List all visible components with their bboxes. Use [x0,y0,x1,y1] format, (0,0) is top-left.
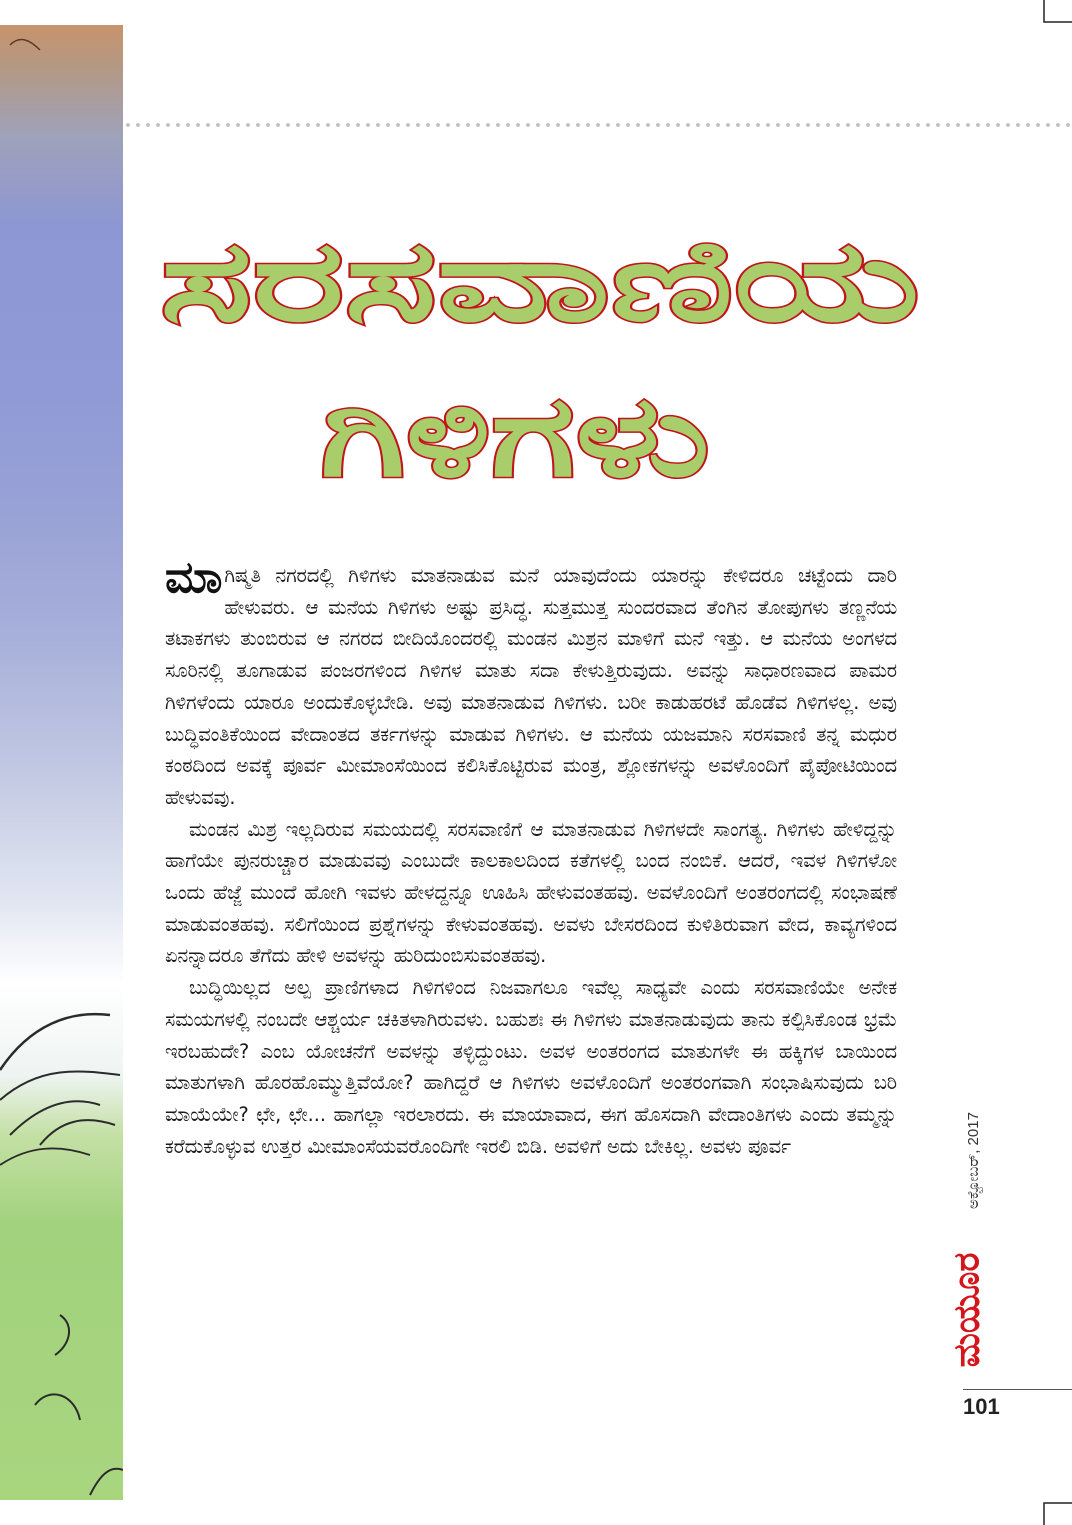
title-line-2: ಗಿಳಿಗಳು [320,372,710,500]
crop-mark-bottom [1040,1500,1072,1525]
paragraph-3: ಬುದ್ಧಿಯಿಲ್ಲದ ಅಲ್ಪ ಪ್ರಾಣಿಗಳಾದ ಗಿಳಿಗಳಿಂದ ನಿಜವಾಗಲೂ ಇವೆಲ್ಲ ಸಾಧ್ಯವೇ ಎಂದು ಸರಸವಾಣಿಯೇ ಅನೇಕ ಸಮಯಗಳಲ್ಲಿ ನಂಬದೇ ಆಶ್ಚರ್ಯ ಚಕಿತಳಾಗಿರುವಳು. ಬಹುಶಃ ಈ ಗಿಳಿಗಳು ಮಾತನಾಡುವುದು ತಾನು ಕಲ್ಪಿಸಿಕೊಂಡ ಭ್ರಮೆ ಇರಬಹುದೇ? ಎಂಬ ಯೋಚನೆಗೆ ಅವಳನ್ನು ತಳ್ಳಿದ್ದುಂಟು. ಅವಳ ಅಂತರಂಗದ ಮಾತುಗಳೇ ಈ ಹಕ್ಕಿಗಳ ಬಾಯಿಂದ ಮಾತುಗಳಾಗಿ ಹೊರಹೊಮ್ಮುತ್ತಿವೆಯೋ? ಹಾಗಿದ್ದರೆ ಆ ಗಿಳಿಗಳು ಅವಳೊಂದಿಗೆ ಅಂತರಂಗವಾಗಿ ಸಂಭಾಷಿಸುವುದು ಬರಿ ಮಾಯೆಯೇ? ಛೇ, ಛೇ... ಹಾಗಲ್ಲಾ ಇರಲಾರದು. ಈ ಮಾಯಾವಾದ, ಈಗ ಹೊಸದಾಗಿ ವೇದಾಂತಿಗಳು ಎಂದು ತಮ್ಮನ್ನು ಕರೆದುಕೊಳ್ಳುವ ಉತ್ತರ ಮೀಮಾಂಸೆಯವರೊಂದಿಗೇ ಇರಲಿ ಬಿಡಿ. ಅವಳಿಗೆ ಅದು ಬೇಕಿಲ್ಲ. ಅವಳು ಪೂರ್ವ [165,976,897,1158]
side-illustration-strip [0,25,123,1500]
page-number: 101 [963,1394,1000,1419]
article-body [165,552,897,1162]
issue-date-text: ಅಕ್ಟೋಬರ್, 2017 [964,1111,982,1209]
paragraph-1-text: ಗಿಷ್ಮತಿ ನಗರದಲ್ಲಿ ಗಿಳಿಗಳು ಮಾತನಾಡುವ ಮನೆ ಯಾವುದೆಂದು ಯಾರನ್ನು ಕೇಳಿದರೂ ಚಟ್ಟೆಂದು ದಾರಿ ಹೇಳುವರು. ಆ ಮನೆಯ ಗಿಳಿಗಳು ಅಷ್ಟು ಪ್ರಸಿದ್ಧ. ಸುತ್ತಮುತ್ತ ಸುಂದರವಾದ ತೆಂಗಿನ ತೋಪುಗಳು ತಣ್ಣನೆಯ ತಟಾಕಗಳು ತುಂಬಿರುವ ಆ ನಗರದ ಬೀದಿಯೊಂದರಲ್ಲಿ ಮಂಡನ ಮಿಶ್ರನ ಮಾಳಿಗೆ ಮನೆ ಇತ್ತು. ಆ ಮನೆಯ ಅಂಗಳದ ಸೂರಿನಲ್ಲಿ ತೂಗಾಡುವ ಪಂಜರಗಳಿಂದ ಗಿಳಿಗಳ ಮಾತು ಸದಾ ಕೇಳುತ್ತಿರುವುದು. ಅವನ್ನು ಸಾಧಾರಣವಾದ ಪಾಮರ ಗಿಳಿಗಳೆಂದು ಯಾರೂ ಅಂದುಕೊಳ್ಳಬೇಡಿ. ಅವು ಮಾತನಾಡುವ ಗಿಳಿಗಳು. ಬರೀ ಕಾಡುಹರಟೆ ಹೊಡೆವ ಗಿಳಿಗಳಲ್ಲ. ಅವು ಬುದ್ಧಿವಂತಿಕೆಯಿಂದ ವೇದಾಂತದ ತರ್ಕಗಳನ್ನು ಮಾಡುವ ಗಿಳಿಗಳು. ಆ ಮನೆಯ ಯಜಮಾನಿ ಸರಸವಾಣಿ ತನ್ನ ಮಧುರ ಕಂಠದಿಂದ ಅವಕ್ಕೆ ಪೂರ್ವ ಮೀಮಾಂಸೆಯಿಂದ ಕಲಿಸಿಕೊಟ್ಟಿರುವ ಮಂತ್ರ, ಶ್ಲೋಕಗಳನ್ನು ಅವಳೊಂದಿಗೆ ಪೈಪೋಟಿಯಿಂದ ಹೇಳುವವು. [165,564,897,809]
grass-illustration [0,25,123,1500]
crop-mark-top [1040,0,1072,25]
dotted-divider [123,122,1072,128]
article-title [150,200,930,500]
magazine-logo [937,1235,997,1385]
title-line-1: ಸರಸವಾಣಿಯ [160,217,920,347]
paragraph-2: ಮಂಡನ ಮಿಶ್ರ ಇಲ್ಲದಿರುವ ಸಮಯದಲ್ಲಿ ಸರಸವಾಣಿಗೆ ಆ ಮಾತನಾಡುವ ಗಿಳಿಗಳದೇ ಸಾಂಗತ್ಯ. ಗಿಳಿಗಳು ಹೇಳಿದ್ದನ್ನು ಹಾಗೆಯೇ ಪುನರುಚ್ಚಾರ ಮಾಡುವವು ಎಂಬುದೇ ಕಾಲಕಾಲದಿಂದ ಕತೆಗಳಲ್ಲಿ ಬಂದ ನಂಬಿಕೆ. ಆದರೆ, ಇವಳ ಗಿಳಿಗಳೋ ಒಂದು ಹೆಜ್ಜೆ ಮುಂದೆ ಹೋಗಿ ಇವಳು ಹೇಳದ್ದನ್ನೂ ಊಹಿಸಿ ಹೇಳುವಂತಹವು. ಅವಳೊಂದಿಗೆ ಅಂತರಂಗದಲ್ಲಿ ಸಂಭಾಷಣೆ ಮಾಡುವಂತಹವು. ಸಲಿಗೆಯಿಂದ ಪ್ರಶ್ನೆಗಳನ್ನು ಕೇಳುವಂತಹವು. ಅವಳು ಬೇಸರದಿಂದ ಕುಳಿತಿರುವಾಗ ವೇದ, ಕಾವ್ಯಗಳಿಂದ ಏನನ್ನಾದರೂ ತೆಗೆದು ಹೇಳಿ ಅವಳನ್ನು ಹುರಿದುಂಬಿಸುವಂತಹವು. [165,817,897,968]
footer-rule [963,1389,1072,1390]
drop-cap: ಮಾ [165,552,223,603]
issue-date [956,1080,990,1240]
paragraph-1 [165,552,897,814]
magazine-logo-text: ಮಯೂರ [946,1252,987,1368]
